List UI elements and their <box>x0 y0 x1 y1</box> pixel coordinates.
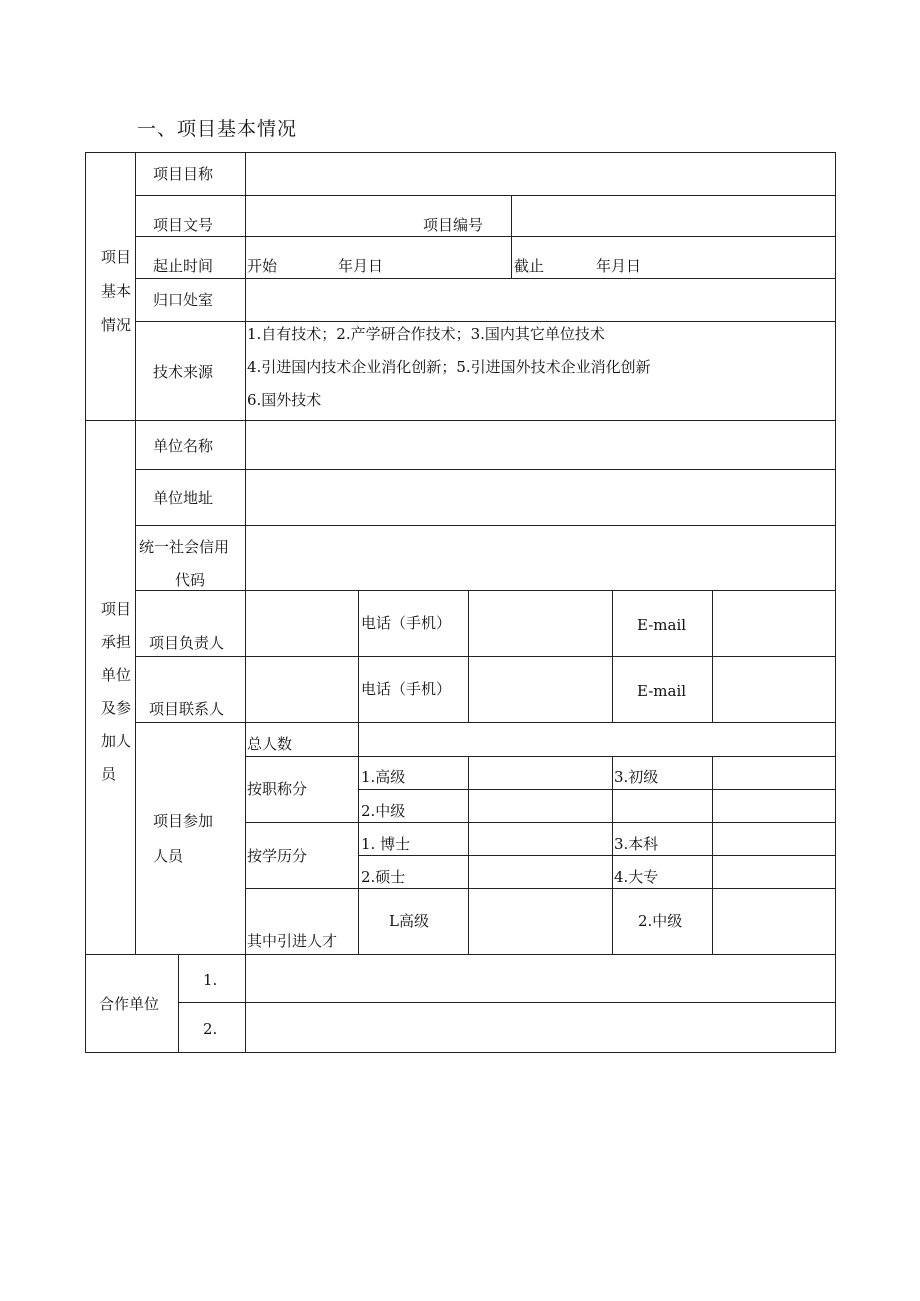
participants-label-2: 人员 <box>153 847 184 865</box>
section-title: 一、项目基本情况 <box>137 118 298 140</box>
contact-label: 项目联系人 <box>149 700 225 718</box>
unit-group-label-1: 项目 <box>101 600 132 618</box>
participants-label-1: 项目参加 <box>153 812 214 830</box>
unit-group-label-5: 加人 <box>101 732 132 750</box>
coop-unit-label: 合作单位 <box>99 995 160 1013</box>
introduced-talent-label: 其中引进人才 <box>247 932 338 950</box>
leader-label: 项目负责人 <box>149 634 225 652</box>
contact-email-label: E-mail <box>637 682 687 700</box>
unit-address-label: 单位地址 <box>153 489 214 507</box>
coop-item-1: 1. <box>203 971 218 989</box>
credit-code-label-2: 代码 <box>175 571 206 589</box>
unit-name-label: 单位名称 <box>153 437 214 455</box>
tech-source-label: 技术来源 <box>153 363 214 381</box>
doc-number-label: 项目文号 <box>153 216 214 234</box>
bachelor-label: 3.本科 <box>614 835 659 853</box>
coop-item-2: 2. <box>203 1020 218 1038</box>
tech-source-option-line-3: 6.国外技术 <box>247 391 322 409</box>
junior-title-label: 3.初级 <box>614 768 659 786</box>
college-label: 4.大专 <box>614 868 659 886</box>
introduced-senior-label: L高级 <box>389 912 429 930</box>
basic-group-label-3: 情况 <box>101 316 132 334</box>
start-label: 开始 <box>247 257 278 275</box>
period-label: 起止时间 <box>153 257 214 275</box>
contact-phone-label: 电话（手机） <box>361 680 452 698</box>
basic-group-label-1: 项目 <box>101 248 132 266</box>
phd-label: 1. 博士 <box>361 835 411 853</box>
end-date: 年月日 <box>596 257 642 275</box>
dept-label: 归口处室 <box>153 291 214 309</box>
unit-group-label-4: 及参 <box>101 699 132 717</box>
master-label: 2.硕士 <box>361 868 406 886</box>
credit-code-label-1: 统一社会信用 <box>139 538 230 556</box>
by-title-label: 按职称分 <box>247 780 308 798</box>
senior-title-label: 1.高级 <box>361 768 406 786</box>
basic-group-label-2: 基本 <box>101 282 132 300</box>
total-count-label: 总人数 <box>247 735 293 753</box>
unit-group-label-2: 承担 <box>101 633 132 651</box>
project-number-label: 项目编号 <box>423 216 484 234</box>
end-label: 截止 <box>514 257 545 275</box>
tech-source-option-line-2: 4.引进国内技术企业消化创新；5.引进国外技术企业消化创新 <box>247 358 651 376</box>
project-name-label: 项目目称 <box>153 165 214 183</box>
tech-source-option-line-1: 1.自有技术；2.产学研合作技术；3.国内其它单位技术 <box>247 325 605 343</box>
unit-group-label-6: 员 <box>101 765 117 783</box>
start-date: 年月日 <box>338 257 384 275</box>
by-degree-label: 按学历分 <box>247 847 308 865</box>
introduced-middle-label: 2.中级 <box>638 912 683 930</box>
leader-email-label: E-mail <box>637 616 687 634</box>
middle-title-label: 2.中级 <box>361 802 406 820</box>
leader-phone-label: 电话（手机） <box>361 614 452 632</box>
unit-group-label-3: 单位 <box>101 666 132 684</box>
